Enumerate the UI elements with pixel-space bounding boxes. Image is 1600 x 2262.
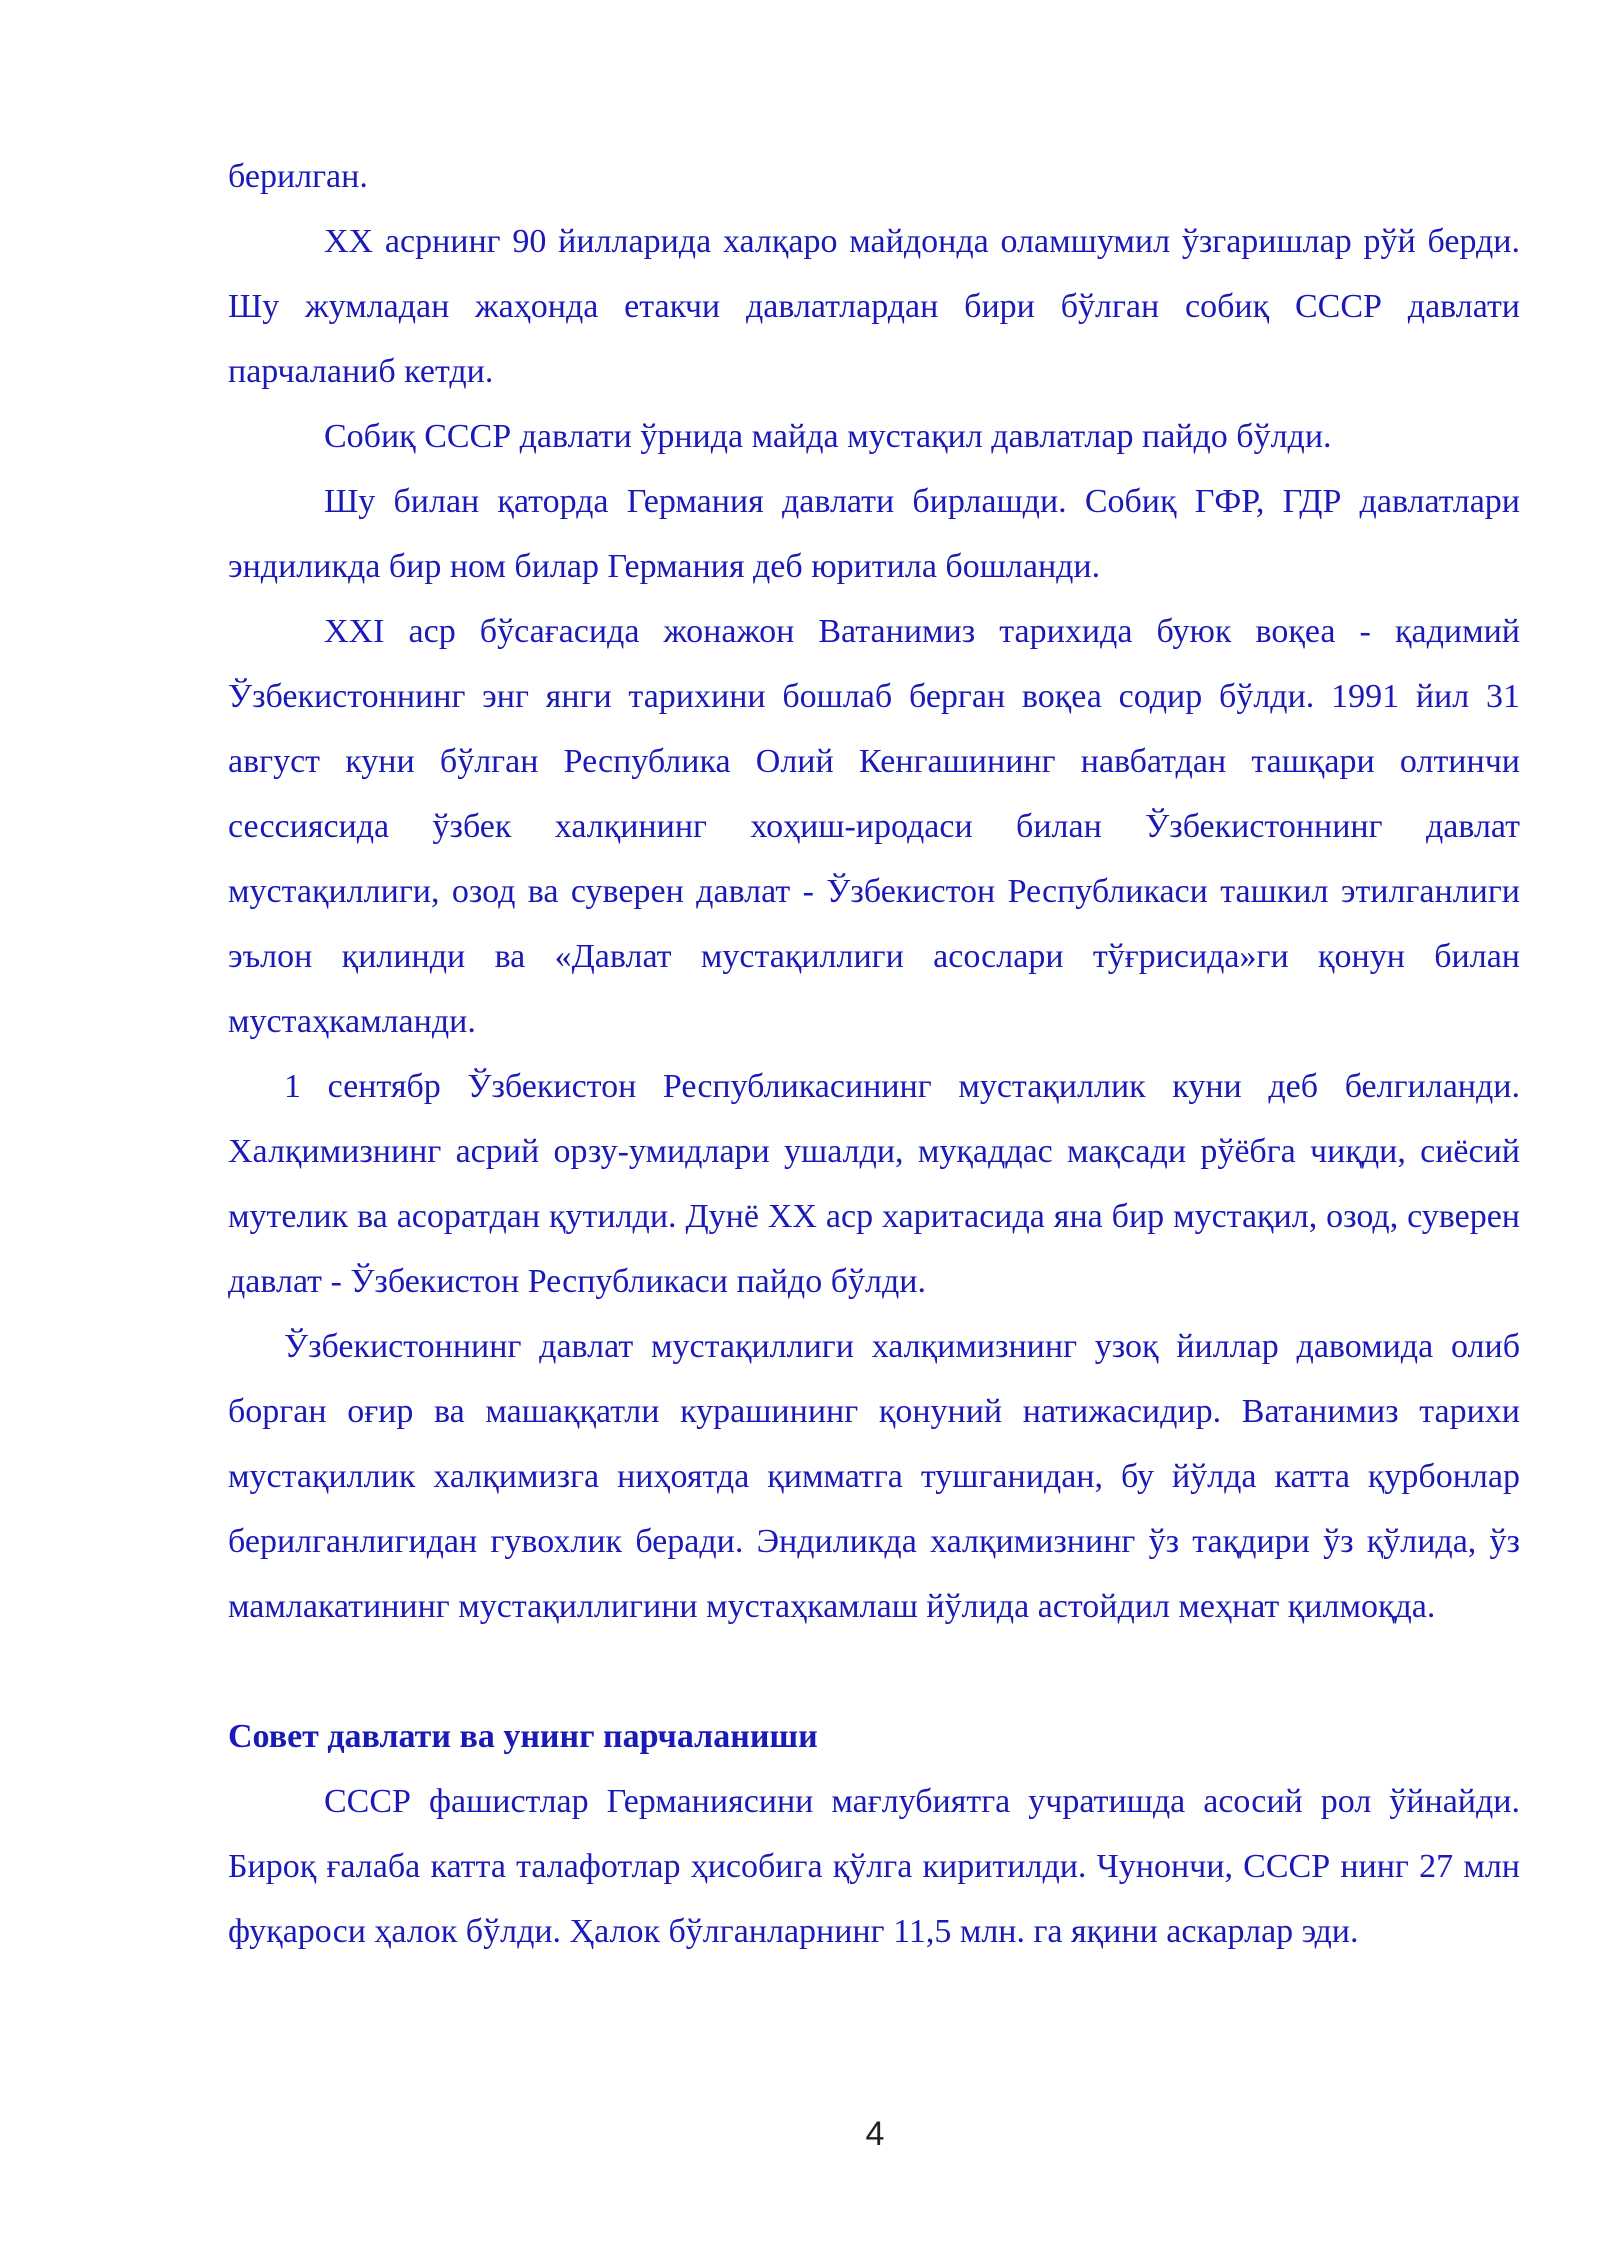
paragraph-uzbekistan-independence: XXI аср бўсағасида жонажон Ватанимиз тарихида буюк воқеа - қадимий Ўзбекистоннинг энг янги тарихини бошлаб берган воқеа содир бўлди. 1991 йил 31 август куни бўлган Республика Олий Кенгашининг навбатдан ташқари олтинчи сессиясида ўзбек халқининг хоҳиш-иродаси билан Ўзбекистоннинг давлат мустақиллиги, озод ва суверен давлат - Ўзбекистон Республикаси ташкил этилганлиги эълон қилинди ва «Давлат мустақиллиги асослари тўғрисида»ги қонун билан мустаҳкамланди. — [228, 613, 1520, 1040]
page-content — [228, 144, 1520, 1964]
paragraph-germany-unification: Шу билан қаторда Германия давлати бирлашди. Собиқ ГФР, ГДР давлатлари эндиликда бир ном билар Германия деб юритила бошланди. — [228, 483, 1520, 585]
section-heading: Совет давлати ва унинг парчаланиши — [228, 1718, 818, 1755]
paragraph-struggle-result: Ўзбекистоннинг давлат мустақиллиги халқимизнинг узоқ йиллар давомида олиб борган оғир ва машаққатли курашининг қонуний натижасидир. Ватанимиз тарихи мустақиллик халқимизга ниҳоятда қимматга тушганидан, бу йўлда катта қурбонлар берилганлигидан гувохлик беради. Эндиликда халқимизнинг ўз тақдири ўз қўлида, ўз мамлакатининг мустақиллигини мустаҳкамлаш йўлида астойдил меҳнат қилмоқда. — [228, 1328, 1520, 1625]
paragraph-ussr-victory: СССР фашистлар Германиясини мағлубиятга учратишда асосий рол ўйнайди. Бироқ ғалаба катта талафотлар ҳисобига қўлга киритилди. Чунончи, СССР нинг 27 млн фуқароси ҳалок бўлди. Ҳалок бўлганларнинг 11,5 млн. га яқини аскарлар эди. — [228, 1783, 1520, 1950]
paragraph-continuation: берилган. — [228, 158, 368, 195]
paragraph-independence-day: 1 сентябр Ўзбекистон Республикасининг мустақиллик куни деб белгиланди. Халқимизнинг асрий орзу-умидлари ушалди, муқаддас мақсади рўёбга чиқди, сиёсий мутелик ва асоратдан қутилди. Дунё XX аср харитасида яна бир мустақил, озод, суверен давлат - Ўзбекистон Республикаси пайдо бўлди. — [228, 1068, 1520, 1300]
page-number: 4 — [865, 2115, 885, 2153]
paragraph-xx-century-changes: XX асрнинг 90 йилларида халқаро майдонда оламшумил ўзгаришлар рўй берди. Шу жумладан жаҳонда етакчи давлатлардан бири бўлган собиқ СССР давлати парчаланиб кетди. — [228, 223, 1520, 390]
paragraph-independent-states: Собиқ СССР давлати ўрнида майда мустақил давлатлар пайдо бўлди. — [324, 418, 1332, 455]
